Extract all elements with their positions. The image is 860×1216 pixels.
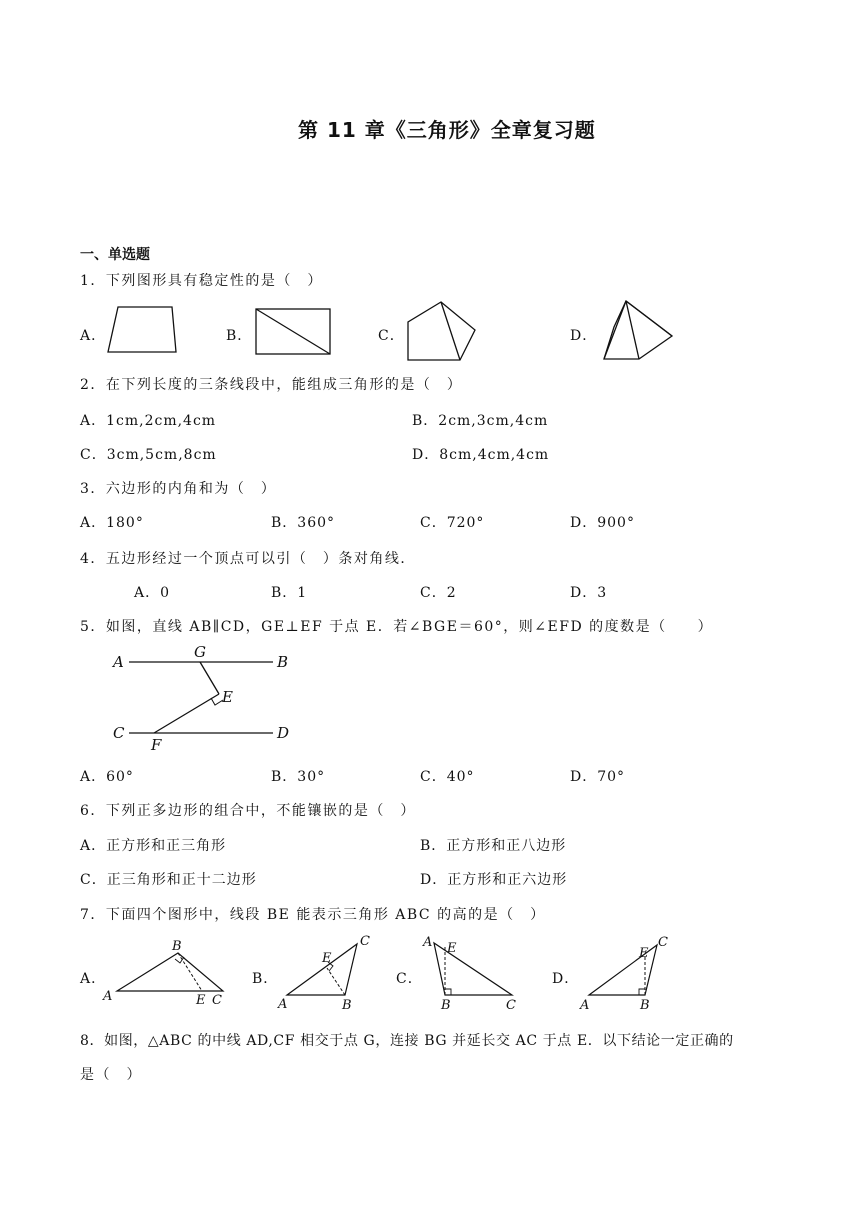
q7b-label-E: E xyxy=(322,951,332,966)
q7b-label-A: A xyxy=(278,997,288,1012)
q4-option-b[interactable]: B．1 xyxy=(271,585,308,601)
q6-option-a[interactable]: A．正方形和正三角形 xyxy=(80,838,227,854)
q4-option-c[interactable]: C．2 xyxy=(420,585,457,601)
q7-option-c-label[interactable]: C． xyxy=(396,971,423,987)
q7-option-a-label[interactable]: A． xyxy=(80,971,107,987)
q7-option-d-label[interactable]: D． xyxy=(552,971,580,987)
q1-trapezoid-figure xyxy=(105,305,180,355)
q2-option-a[interactable]: A．1cm,2cm,4cm xyxy=(80,413,217,429)
q5-label-B: B xyxy=(277,653,289,671)
q7a-label-A: A xyxy=(103,989,113,1004)
q7a-label-C: C xyxy=(212,993,222,1008)
q1-rectangle-diagonal-figure xyxy=(254,307,334,357)
q7b-label-B: B xyxy=(342,998,352,1013)
q5-label-G: G xyxy=(194,643,206,661)
q5-option-d[interactable]: D．70° xyxy=(570,769,626,785)
q5-label-E: E xyxy=(222,688,233,706)
q5-option-c[interactable]: C．40° xyxy=(420,769,475,785)
question-4-stem: 4．五边形经过一个顶点可以引（ ）条对角线． xyxy=(80,551,416,567)
q4-option-d[interactable]: D．3 xyxy=(570,585,608,601)
q7c-label-E: E xyxy=(447,941,457,956)
page-title: 第 11 章《三角形》全章复习题 xyxy=(298,118,596,142)
q7c-label-C: C xyxy=(506,998,516,1013)
question-8-stem-line2: 是（ ） xyxy=(80,1067,142,1083)
question-6-stem: 6．下列正多边形的组合中，不能镶嵌的是（ ） xyxy=(80,803,416,819)
q3-option-b[interactable]: B．360° xyxy=(271,515,336,531)
q7d-label-B: B xyxy=(640,998,650,1013)
q5-label-C: C xyxy=(113,724,125,742)
q7-figure-a xyxy=(100,936,230,1008)
q2-option-d[interactable]: D．8cm,4cm,4cm xyxy=(412,447,550,463)
question-8-stem-line1: 8．如图，△ABC 的中线 AD,CF 相交于点 G，连接 BG 并延长交 AC 于点 E．以下结论一定正确的 xyxy=(80,1033,734,1049)
q7-figure-d xyxy=(576,932,686,1012)
q1-option-c-label[interactable]: C． xyxy=(378,328,405,344)
q6-option-d[interactable]: D．正方形和正六边形 xyxy=(420,872,568,888)
q7a-label-E: E xyxy=(196,993,206,1008)
q5-option-a[interactable]: A．60° xyxy=(80,769,134,785)
q1-option-d-label[interactable]: D． xyxy=(570,328,598,344)
q5-label-A: A xyxy=(113,653,124,671)
q7b-label-C: C xyxy=(360,934,370,949)
q7a-label-B: B xyxy=(172,939,182,954)
q5-label-D: D xyxy=(277,724,290,742)
q5-label-F: F xyxy=(151,736,162,754)
q7-figure-b xyxy=(272,932,382,1012)
q3-option-a[interactable]: A．180° xyxy=(80,515,144,531)
question-2-stem: 2．在下列长度的三条线段中，能组成三角形的是（ ） xyxy=(80,377,463,393)
q7d-label-E: E xyxy=(639,946,649,961)
question-1-stem: 1．下列图形具有稳定性的是（ ） xyxy=(80,273,323,289)
q6-option-c[interactable]: C．正三角形和正十二边形 xyxy=(80,872,257,888)
q1-pentagon-figure xyxy=(404,300,480,364)
q2-option-b[interactable]: B．2cm,3cm,4cm xyxy=(412,413,549,429)
q7c-label-B: B xyxy=(441,998,451,1013)
q1-option-b-label[interactable]: B． xyxy=(226,328,253,344)
q3-option-c[interactable]: C．720° xyxy=(420,515,485,531)
q1-hexagon-triangulated-figure xyxy=(598,298,678,364)
question-5-stem: 5．如图，直线 AB∥CD，GE⊥EF 于点 E．若∠BGE＝60°，则∠EFD 的度数是（ ） xyxy=(80,619,714,635)
q1-option-a-label[interactable]: A． xyxy=(80,328,107,344)
q7-figure-c xyxy=(418,932,528,1012)
q4-option-a[interactable]: A．0 xyxy=(134,585,171,601)
q5-parallel-lines-figure xyxy=(110,642,300,754)
q2-option-c[interactable]: C．3cm,5cm,8cm xyxy=(80,447,217,463)
q6-option-b[interactable]: B．正方形和正八边形 xyxy=(420,838,567,854)
section-heading: 一、单选题 xyxy=(80,247,150,263)
q7c-label-A: A xyxy=(423,935,433,950)
q7d-label-C: C xyxy=(658,935,668,950)
q7d-label-A: A xyxy=(580,998,590,1013)
q5-option-b[interactable]: B．30° xyxy=(271,769,326,785)
q3-option-d[interactable]: D．900° xyxy=(570,515,635,531)
question-3-stem: 3．六边形的内角和为（ ） xyxy=(80,481,277,497)
question-7-stem: 7．下面四个图形中，线段 BE 能表示三角形 ABC 的高的是（ ） xyxy=(80,907,546,923)
q7-option-b-label[interactable]: B． xyxy=(252,971,279,987)
